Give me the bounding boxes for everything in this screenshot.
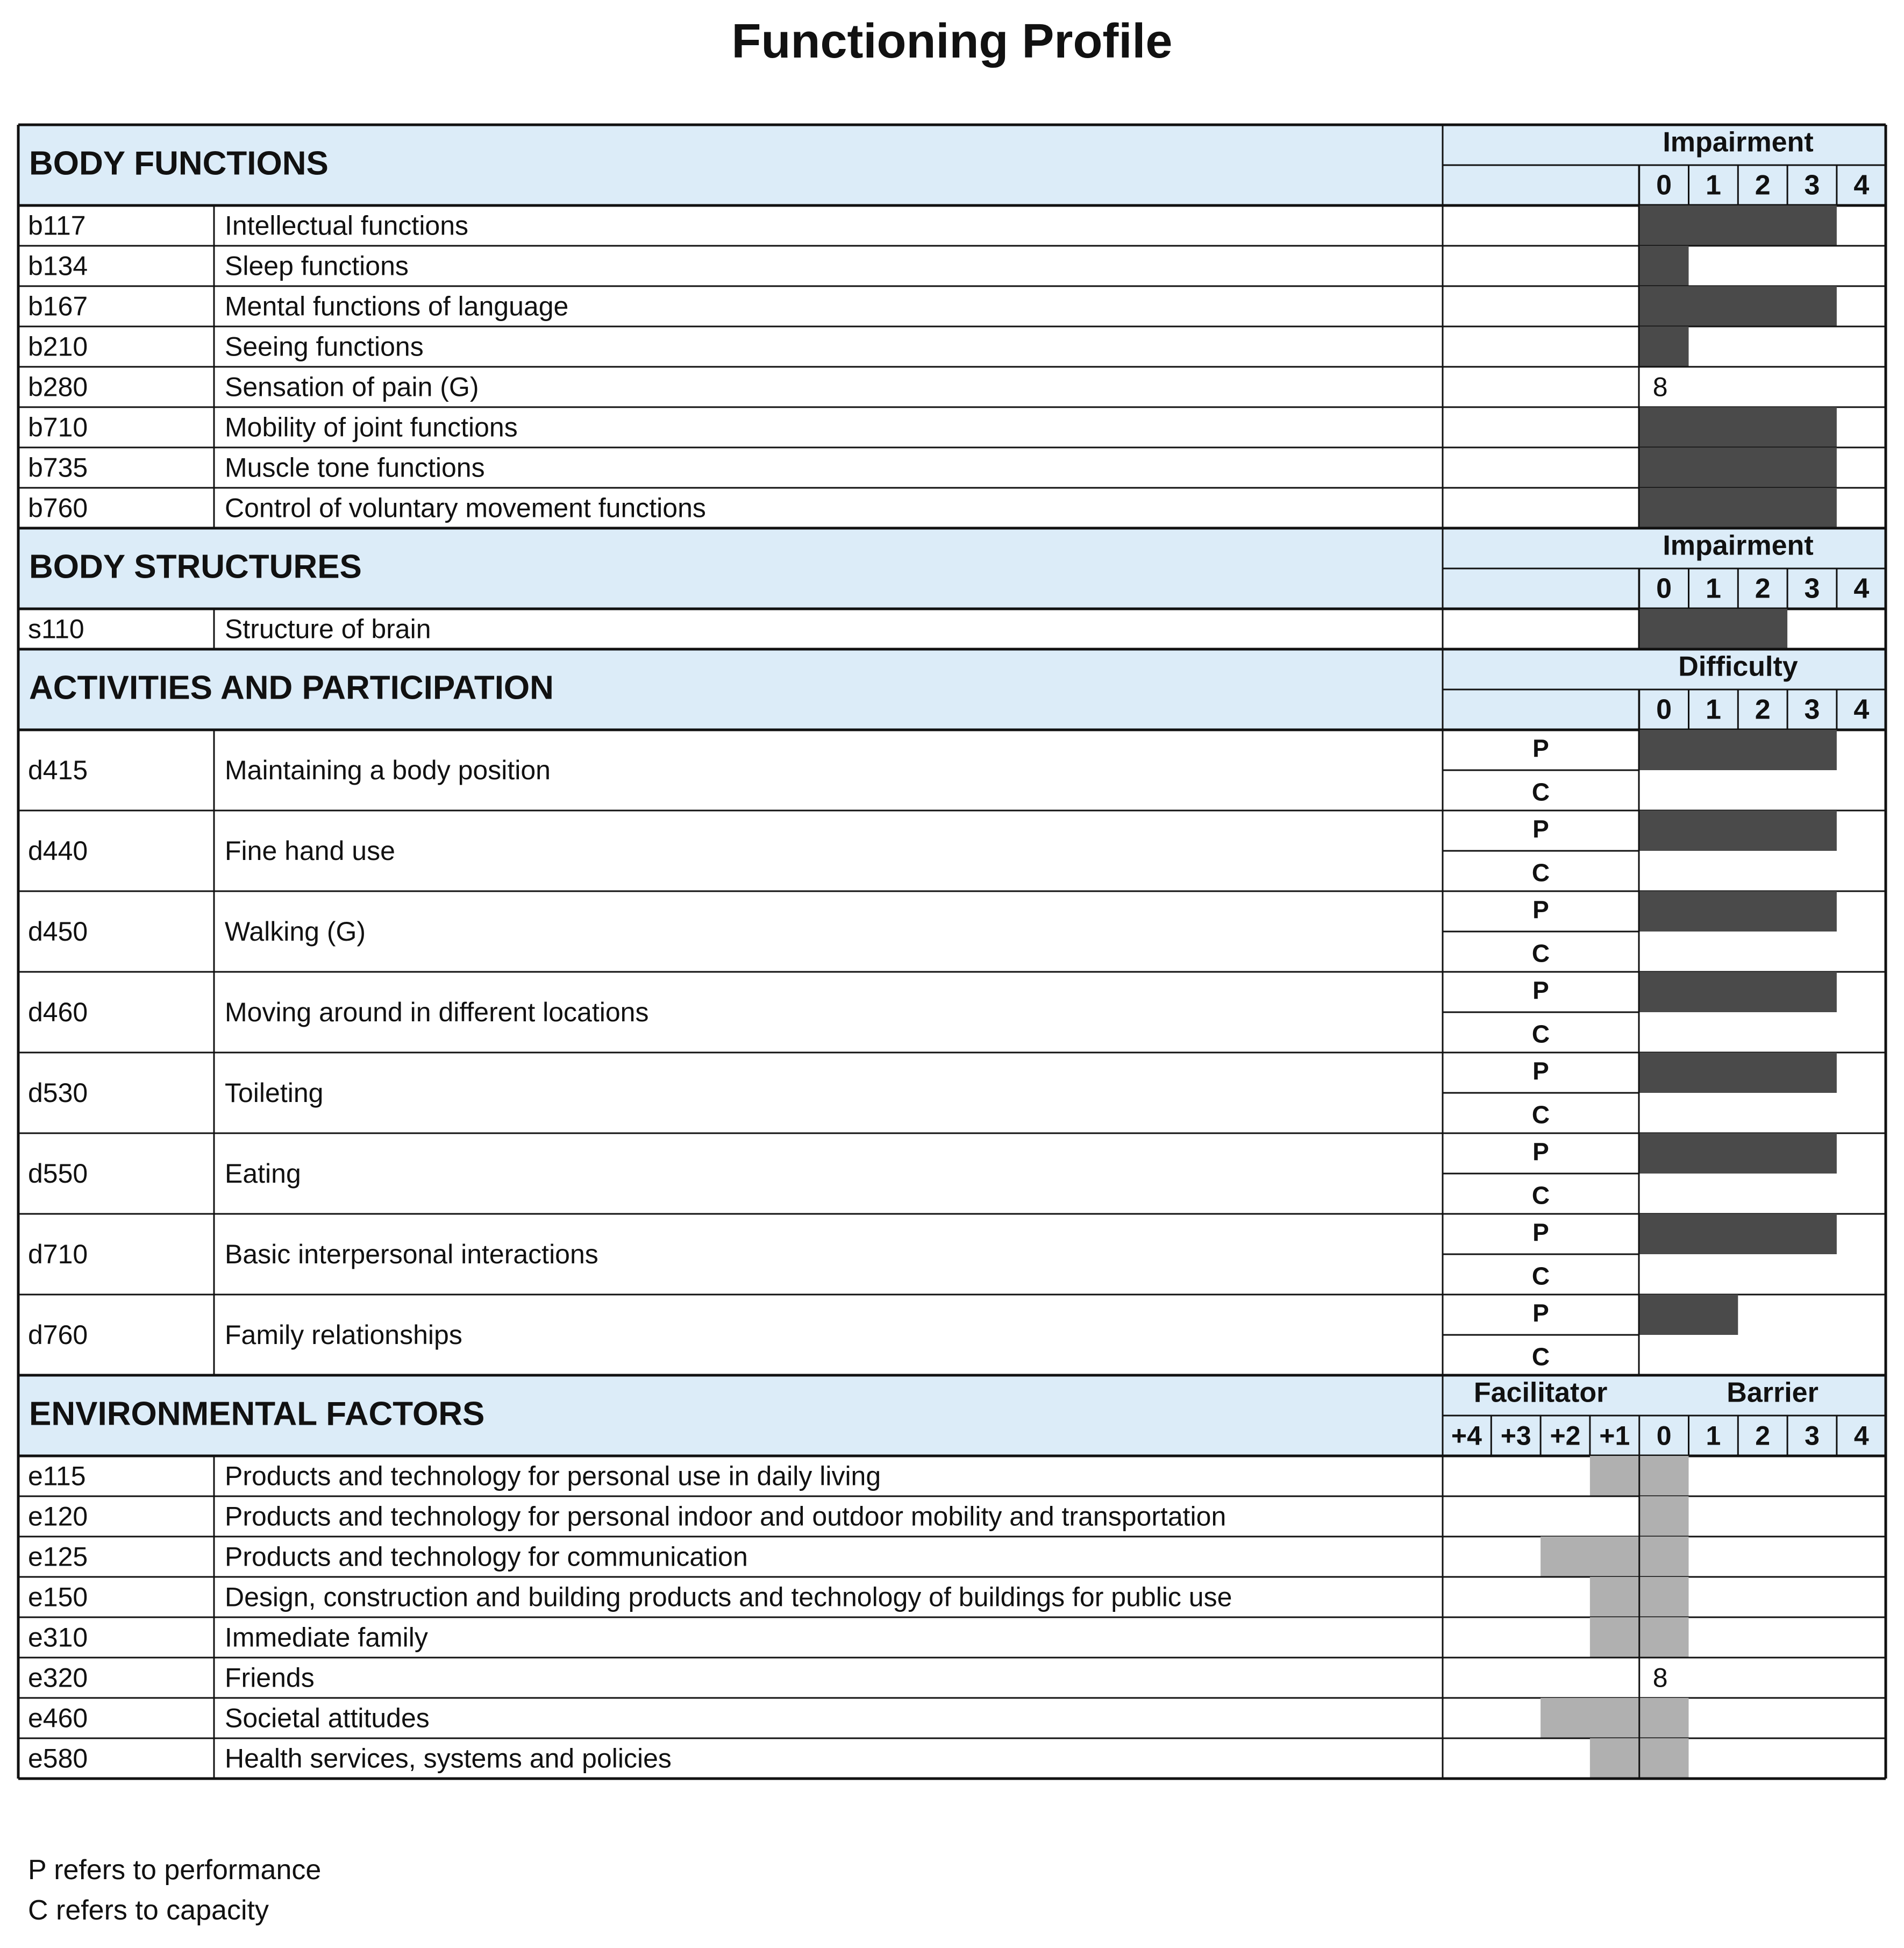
scale-tick-label: 2: [1755, 694, 1771, 726]
item-label: Control of voluntary movement functions: [225, 493, 706, 523]
performance-marker: P: [1532, 895, 1549, 924]
performance-bar: [1639, 1214, 1837, 1254]
item-label: Eating: [225, 1158, 301, 1189]
item-code: b280: [28, 372, 88, 402]
item-label: Fine hand use: [225, 836, 395, 866]
performance-marker: P: [1532, 1299, 1549, 1327]
scale-tick-label: 3: [1805, 1420, 1820, 1451]
scale-tick-label: +1: [1599, 1420, 1630, 1451]
capacity-marker: C: [1531, 1100, 1550, 1129]
item-label: Muscle tone functions: [225, 452, 485, 483]
item-code: e460: [28, 1703, 88, 1733]
scale-tick-label: 0: [1656, 1420, 1672, 1451]
scale-tick-label: 4: [1853, 1420, 1869, 1451]
item-code: d460: [28, 997, 88, 1027]
item-code: e115: [28, 1461, 86, 1491]
item-label: Toileting: [225, 1078, 324, 1108]
scale-tick-label: 3: [1804, 694, 1820, 726]
scale-tick-label: +4: [1451, 1420, 1482, 1451]
scale-tick-label: 2: [1755, 573, 1771, 605]
item-label: Structure of brain: [225, 614, 431, 644]
performance-bar: [1639, 1295, 1738, 1335]
facilitator-label: Facilitator: [1473, 1377, 1608, 1409]
capacity-marker: C: [1531, 1181, 1550, 1210]
capacity-marker: C: [1531, 1342, 1550, 1371]
facilitator-bar: [1541, 1537, 1688, 1577]
performance-marker: P: [1532, 1057, 1549, 1085]
capacity-marker: C: [1531, 858, 1550, 887]
performance-marker: P: [1532, 1218, 1549, 1247]
capacity-marker: C: [1531, 1020, 1550, 1048]
qualifier-bar: [1639, 205, 1837, 246]
performance-bar: [1639, 1053, 1837, 1093]
item-label: Sleep functions: [225, 251, 409, 281]
item-label: Maintaining a body position: [225, 755, 551, 785]
item-label: Products and technology for personal use in daily living: [225, 1461, 881, 1491]
section-title-body-functions: BODY FUNCTIONS: [29, 145, 329, 182]
item-label: Mobility of joint functions: [225, 412, 518, 443]
item-code: e150: [28, 1582, 88, 1612]
section-title-body-structures: BODY STRUCTURES: [29, 548, 362, 586]
qualifier-label: Difficulty: [1678, 651, 1798, 682]
item-code: e120: [28, 1501, 88, 1532]
section-title-environmental: ENVIRONMENTAL FACTORS: [29, 1395, 485, 1433]
performance-bar: [1639, 811, 1837, 851]
barrier-label: Barrier: [1727, 1377, 1819, 1409]
page-title: Functioning Profile: [731, 15, 1173, 68]
item-label: Basic interpersonal interactions: [225, 1239, 598, 1269]
qualifier-bar: [1639, 246, 1689, 286]
scale-tick-label: 3: [1804, 573, 1820, 605]
qualifier-bar: [1639, 407, 1837, 447]
scale-tick-label: 2: [1755, 169, 1771, 201]
performance-bar: [1639, 972, 1837, 1012]
scale-tick-label: 3: [1804, 169, 1820, 201]
item-label: Mental functions of language: [225, 291, 569, 322]
performance-marker: P: [1532, 976, 1549, 1005]
capacity-marker: C: [1531, 1262, 1550, 1290]
item-code: d440: [28, 836, 88, 866]
facilitator-bar: [1541, 1698, 1688, 1738]
item-label: Immediate family: [225, 1622, 428, 1653]
qualifier-label: Impairment: [1663, 126, 1814, 158]
item-code: d550: [28, 1158, 88, 1189]
item-code: b760: [28, 493, 88, 523]
item-code: d760: [28, 1320, 88, 1350]
item-code: b167: [28, 291, 88, 322]
scale-tick-label: 0: [1656, 694, 1672, 726]
footnote-performance: P refers to performance: [28, 1854, 322, 1886]
capacity-marker: C: [1531, 778, 1550, 806]
section-title-activities: ACTIVITIES AND PARTICIPATION: [29, 669, 554, 707]
scale-tick-label: 4: [1853, 573, 1870, 605]
item-code: b134: [28, 251, 88, 281]
item-label: Walking (G): [225, 916, 366, 947]
item-label: Health services, systems and policies: [225, 1743, 672, 1774]
item-label: Societal attitudes: [225, 1703, 430, 1733]
item-label: Intellectual functions: [225, 210, 469, 241]
item-code: e310: [28, 1622, 88, 1653]
qualifier-note: 8: [1652, 372, 1668, 402]
performance-marker: P: [1532, 815, 1549, 843]
scale-tick-label: 2: [1755, 1420, 1771, 1451]
qualifier-bar: [1639, 609, 1787, 649]
item-code: b710: [28, 412, 88, 443]
footnotes: [28, 1850, 321, 1931]
performance-marker: P: [1532, 1137, 1549, 1166]
qualifier-bar: [1639, 447, 1837, 488]
qualifier-label: Impairment: [1663, 530, 1814, 561]
item-label: Products and technology for communication: [225, 1541, 748, 1572]
item-code: b735: [28, 452, 88, 483]
qualifier-note: 8: [1652, 1662, 1668, 1693]
item-code: d450: [28, 916, 88, 947]
item-label: Seeing functions: [225, 331, 424, 362]
qualifier-bar: [1639, 326, 1689, 367]
scale-tick-label: 1: [1705, 573, 1721, 605]
footnote-capacity: C refers to capacity: [28, 1895, 269, 1926]
performance-bar: [1639, 730, 1837, 770]
item-code: d530: [28, 1078, 88, 1108]
performance-bar: [1639, 891, 1837, 932]
scale-tick-label: 1: [1705, 169, 1721, 201]
item-label: Sensation of pain (G): [225, 372, 479, 402]
item-code: e580: [28, 1743, 88, 1774]
capacity-marker: C: [1531, 939, 1550, 968]
item-code: e320: [28, 1662, 88, 1693]
facilitator-bar: [1639, 1496, 1689, 1537]
qualifier-bar: [1639, 286, 1837, 326]
item-label: Family relationships: [225, 1320, 462, 1350]
scale-tick-label: 4: [1853, 169, 1870, 201]
item-label: Moving around in different locations: [225, 997, 649, 1027]
item-code: e125: [28, 1541, 88, 1572]
performance-bar: [1639, 1133, 1837, 1174]
scale-tick-label: 1: [1706, 1420, 1721, 1451]
scale-tick-label: +2: [1550, 1420, 1581, 1451]
item-code: s110: [28, 614, 84, 644]
item-label: Design, construction and building products and technology of buildings for public use: [225, 1582, 1232, 1612]
scale-tick-label: 1: [1705, 694, 1721, 726]
scale-tick-label: 0: [1656, 573, 1672, 605]
scale-tick-label: +3: [1500, 1420, 1531, 1451]
scale-tick-label: 0: [1656, 169, 1672, 201]
item-label: Products and technology for personal indoor and outdoor mobility and transportation: [225, 1501, 1226, 1532]
scale-tick-label: 4: [1853, 694, 1870, 726]
item-code: b210: [28, 331, 88, 362]
item-code: d415: [28, 755, 88, 785]
qualifier-bar: [1639, 488, 1837, 528]
performance-marker: P: [1532, 734, 1549, 763]
item-code: b117: [28, 210, 86, 241]
item-label: Friends: [225, 1662, 315, 1693]
item-code: d710: [28, 1239, 88, 1269]
